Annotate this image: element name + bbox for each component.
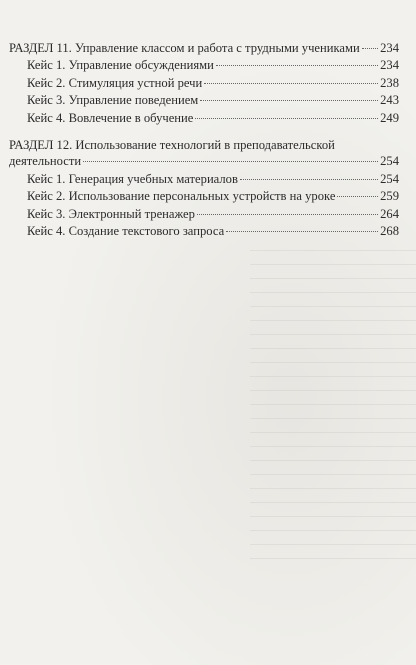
toc-entry-case bbox=[9, 110, 399, 127]
case-title: Кейс 4. Создание текстового запроса bbox=[27, 224, 225, 239]
case-title: Кейс 2. Стимуляция устной речи bbox=[27, 75, 203, 90]
section-title: РАЗДЕЛ 11. Управление классом и работа с трудными учениками bbox=[9, 41, 360, 55]
toc-entry-case bbox=[9, 171, 399, 188]
toc-entry-case bbox=[9, 57, 399, 74]
section-title-line-2: деятельности bbox=[9, 154, 82, 169]
section-title-line-1: РАЗДЕЛ 12. Использование технологий в преподавательской bbox=[9, 138, 335, 153]
toc-entry-section-12-continued bbox=[9, 153, 399, 170]
dot-leader bbox=[200, 100, 378, 101]
toc-entry-case bbox=[9, 206, 399, 223]
case-title: Кейс 1. Управление обсуждениями bbox=[27, 58, 214, 73]
dot-leader bbox=[195, 118, 378, 119]
dot-leader bbox=[204, 83, 378, 84]
section-spacer bbox=[9, 127, 399, 137]
toc-entry-section-12 bbox=[9, 137, 399, 153]
dot-leader bbox=[337, 196, 378, 197]
case-title: Кейс 4. Вовлечение в обучение bbox=[27, 110, 194, 125]
table-of-contents bbox=[9, 40, 399, 240]
section-11 bbox=[9, 40, 399, 127]
page-number: 264 bbox=[380, 206, 399, 221]
page-number: 259 bbox=[380, 189, 399, 204]
toc-entry-section-11 bbox=[9, 40, 399, 57]
case-title: Кейс 3. Электронный тренажер bbox=[27, 206, 195, 221]
dot-leader bbox=[83, 161, 378, 162]
dot-leader bbox=[362, 48, 378, 49]
page-number: 254 bbox=[380, 171, 399, 186]
page-number: 268 bbox=[380, 224, 399, 239]
dot-leader bbox=[226, 231, 378, 232]
show-through-texture bbox=[250, 250, 416, 590]
dot-leader bbox=[216, 65, 378, 66]
toc-entry-case bbox=[9, 188, 399, 205]
dot-leader bbox=[197, 214, 378, 215]
dot-leader bbox=[240, 179, 378, 180]
page-number: 234 bbox=[380, 58, 399, 73]
page-number: 238 bbox=[380, 75, 399, 90]
case-title: Кейс 2. Использование персональных устройств на уроке bbox=[27, 189, 336, 204]
case-title: Кейс 1. Генерация учебных материалов bbox=[27, 171, 238, 186]
toc-entry-case bbox=[9, 92, 399, 109]
page-number: 249 bbox=[380, 110, 399, 125]
page-number: 254 bbox=[380, 154, 399, 169]
page-number: 234 bbox=[380, 41, 399, 55]
page-number: 243 bbox=[380, 93, 399, 108]
toc-entry-case bbox=[9, 223, 399, 240]
section-12 bbox=[9, 137, 399, 240]
toc-entry-case bbox=[9, 75, 399, 92]
case-title: Кейс 3. Управление поведением bbox=[27, 93, 199, 108]
